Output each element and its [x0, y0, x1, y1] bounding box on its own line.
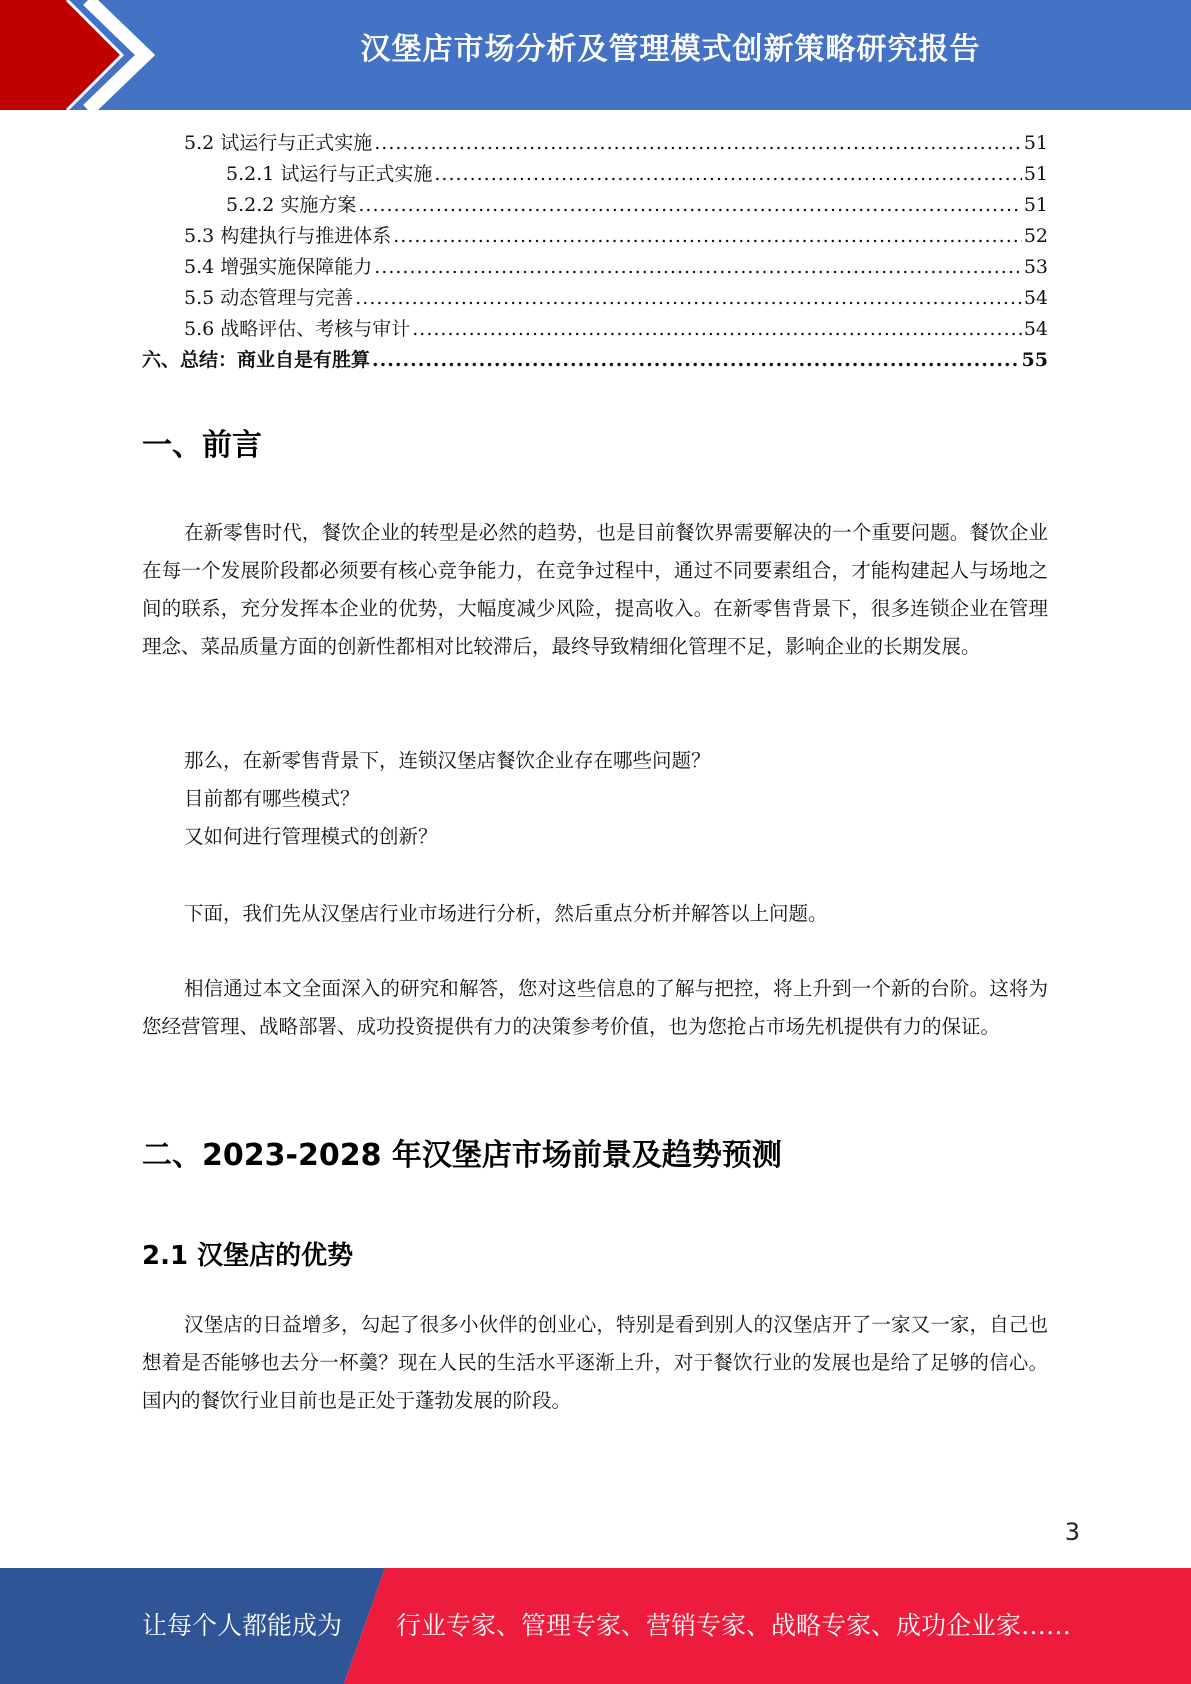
toc-entry-page: 54 [1023, 287, 1048, 309]
toc-entry[interactable] [142, 190, 1048, 221]
preface-paragraph-1: 在新零售时代，餐饮企业的转型是必然的趋势，也是目前餐饮界需要解决的一个重要问题。餐饮企业在每一个发展阶段都必须要有核心竞争能力，在竞争过程中，通过不同要素组合，才能构建起人与场地之间的联系，充分发挥本企业的优势，大幅度减少风险，提高收入。在新零售背景下，很多连锁企业在管理理念、菜品质量方面的创新性都相对比较滞后，最终导致精细化管理不足，影响企业的长期发展。 [142, 521, 1048, 658]
toc-entry-page: 51 [1023, 163, 1048, 185]
toc-entry-page: 51 [1023, 132, 1048, 154]
toc-entry-label: 5.6 战略评估、考核与审计 [184, 318, 411, 340]
toc-entry-label: 5.4 增强实施保障能力 [184, 256, 373, 278]
toc-entry[interactable] [142, 314, 1048, 345]
toc-entry[interactable] [142, 345, 1048, 376]
footer-expert-list: 行业专家、管理专家、营销专家、战略专家、成功企业家…… [396, 1611, 1072, 1640]
page-number: 3 [1064, 1518, 1080, 1546]
section-heading-preface: 一、前言 [142, 428, 262, 463]
question-item: 目前都有哪些模式？ [184, 787, 360, 810]
toc-leader-dots [372, 345, 1020, 376]
preface-question-list [184, 742, 1044, 856]
toc-entry-label: 5.2 试运行与正式实施 [184, 132, 373, 154]
toc-entry[interactable] [142, 252, 1048, 283]
report-title: 汉堡店市场分析及管理模式创新策略研究报告 [360, 32, 981, 67]
toc-entry-page: 53 [1023, 256, 1048, 278]
toc-entry[interactable] [142, 159, 1048, 190]
toc-entry[interactable] [142, 283, 1048, 314]
toc-entry-label: 5.2.1 试运行与正式实施 [226, 163, 433, 185]
toc-leader-dots [374, 252, 1022, 283]
toc-leader-dots [355, 283, 1022, 314]
toc-entry-label: 5.3 构建执行与推进体系 [184, 225, 392, 247]
toc-entry-label: 六、总结：商业自是有胜算 [142, 349, 371, 371]
section-heading-market-outlook: 二、2023-2028 年汉堡店市场前景及趋势预测 [142, 1138, 782, 1173]
toc-leader-dots [374, 128, 1022, 159]
footer-slogan: 让每个人都能成为 [142, 1611, 343, 1640]
subsection-heading-advantages: 2.1 汉堡店的优势 [142, 1241, 354, 1271]
preface-paragraph-3: 相信通过本文全面深入的研究和解答，您对这些信息的了解与把控，将上升到一个新的台阶。这将为您经营管理、战略部署、成功投资提供有力的决策参考价值，也为您抢占市场先机提供有力的保证。 [142, 977, 1048, 1038]
toc-entry[interactable] [142, 221, 1048, 252]
table-of-contents [142, 128, 1048, 376]
toc-leader-dots [393, 221, 1022, 252]
toc-entry-page: 51 [1023, 194, 1048, 216]
toc-leader-dots [358, 190, 1021, 221]
toc-entry-page: 55 [1021, 349, 1048, 371]
question-item: 那么，在新零售背景下，连锁汉堡店餐饮企业存在哪些问题？ [184, 749, 711, 772]
toc-entry-page: 52 [1023, 225, 1048, 247]
header-arrow-decoration [0, 0, 160, 110]
toc-entry-label: 5.5 动态管理与完善 [184, 287, 354, 309]
question-item: 又如何进行管理模式的创新？ [184, 825, 438, 848]
toc-leader-dots [412, 314, 1022, 345]
advantages-paragraph: 汉堡店的日益增多，勾起了很多小伙伴的创业心，特别是看到别人的汉堡店开了一家又一家，自己也想着是否能够也去分一杯羹？现在人民的生活水平逐渐上升，对于餐饮行业的发展也是给了足够的信心。国内的餐饮行业目前也是正处于蓬勃发展的阶段。 [142, 1313, 1048, 1412]
toc-leader-dots [434, 159, 1021, 190]
preface-paragraph-2: 下面，我们先从汉堡店行业市场进行分析，然后重点分析并解答以上问题。 [184, 902, 828, 925]
page-header [0, 0, 1191, 110]
toc-entry-label: 5.2.2 实施方案 [226, 194, 357, 216]
page-footer [0, 1568, 1191, 1684]
toc-entry[interactable] [142, 128, 1048, 159]
toc-entry-page: 54 [1023, 318, 1048, 340]
